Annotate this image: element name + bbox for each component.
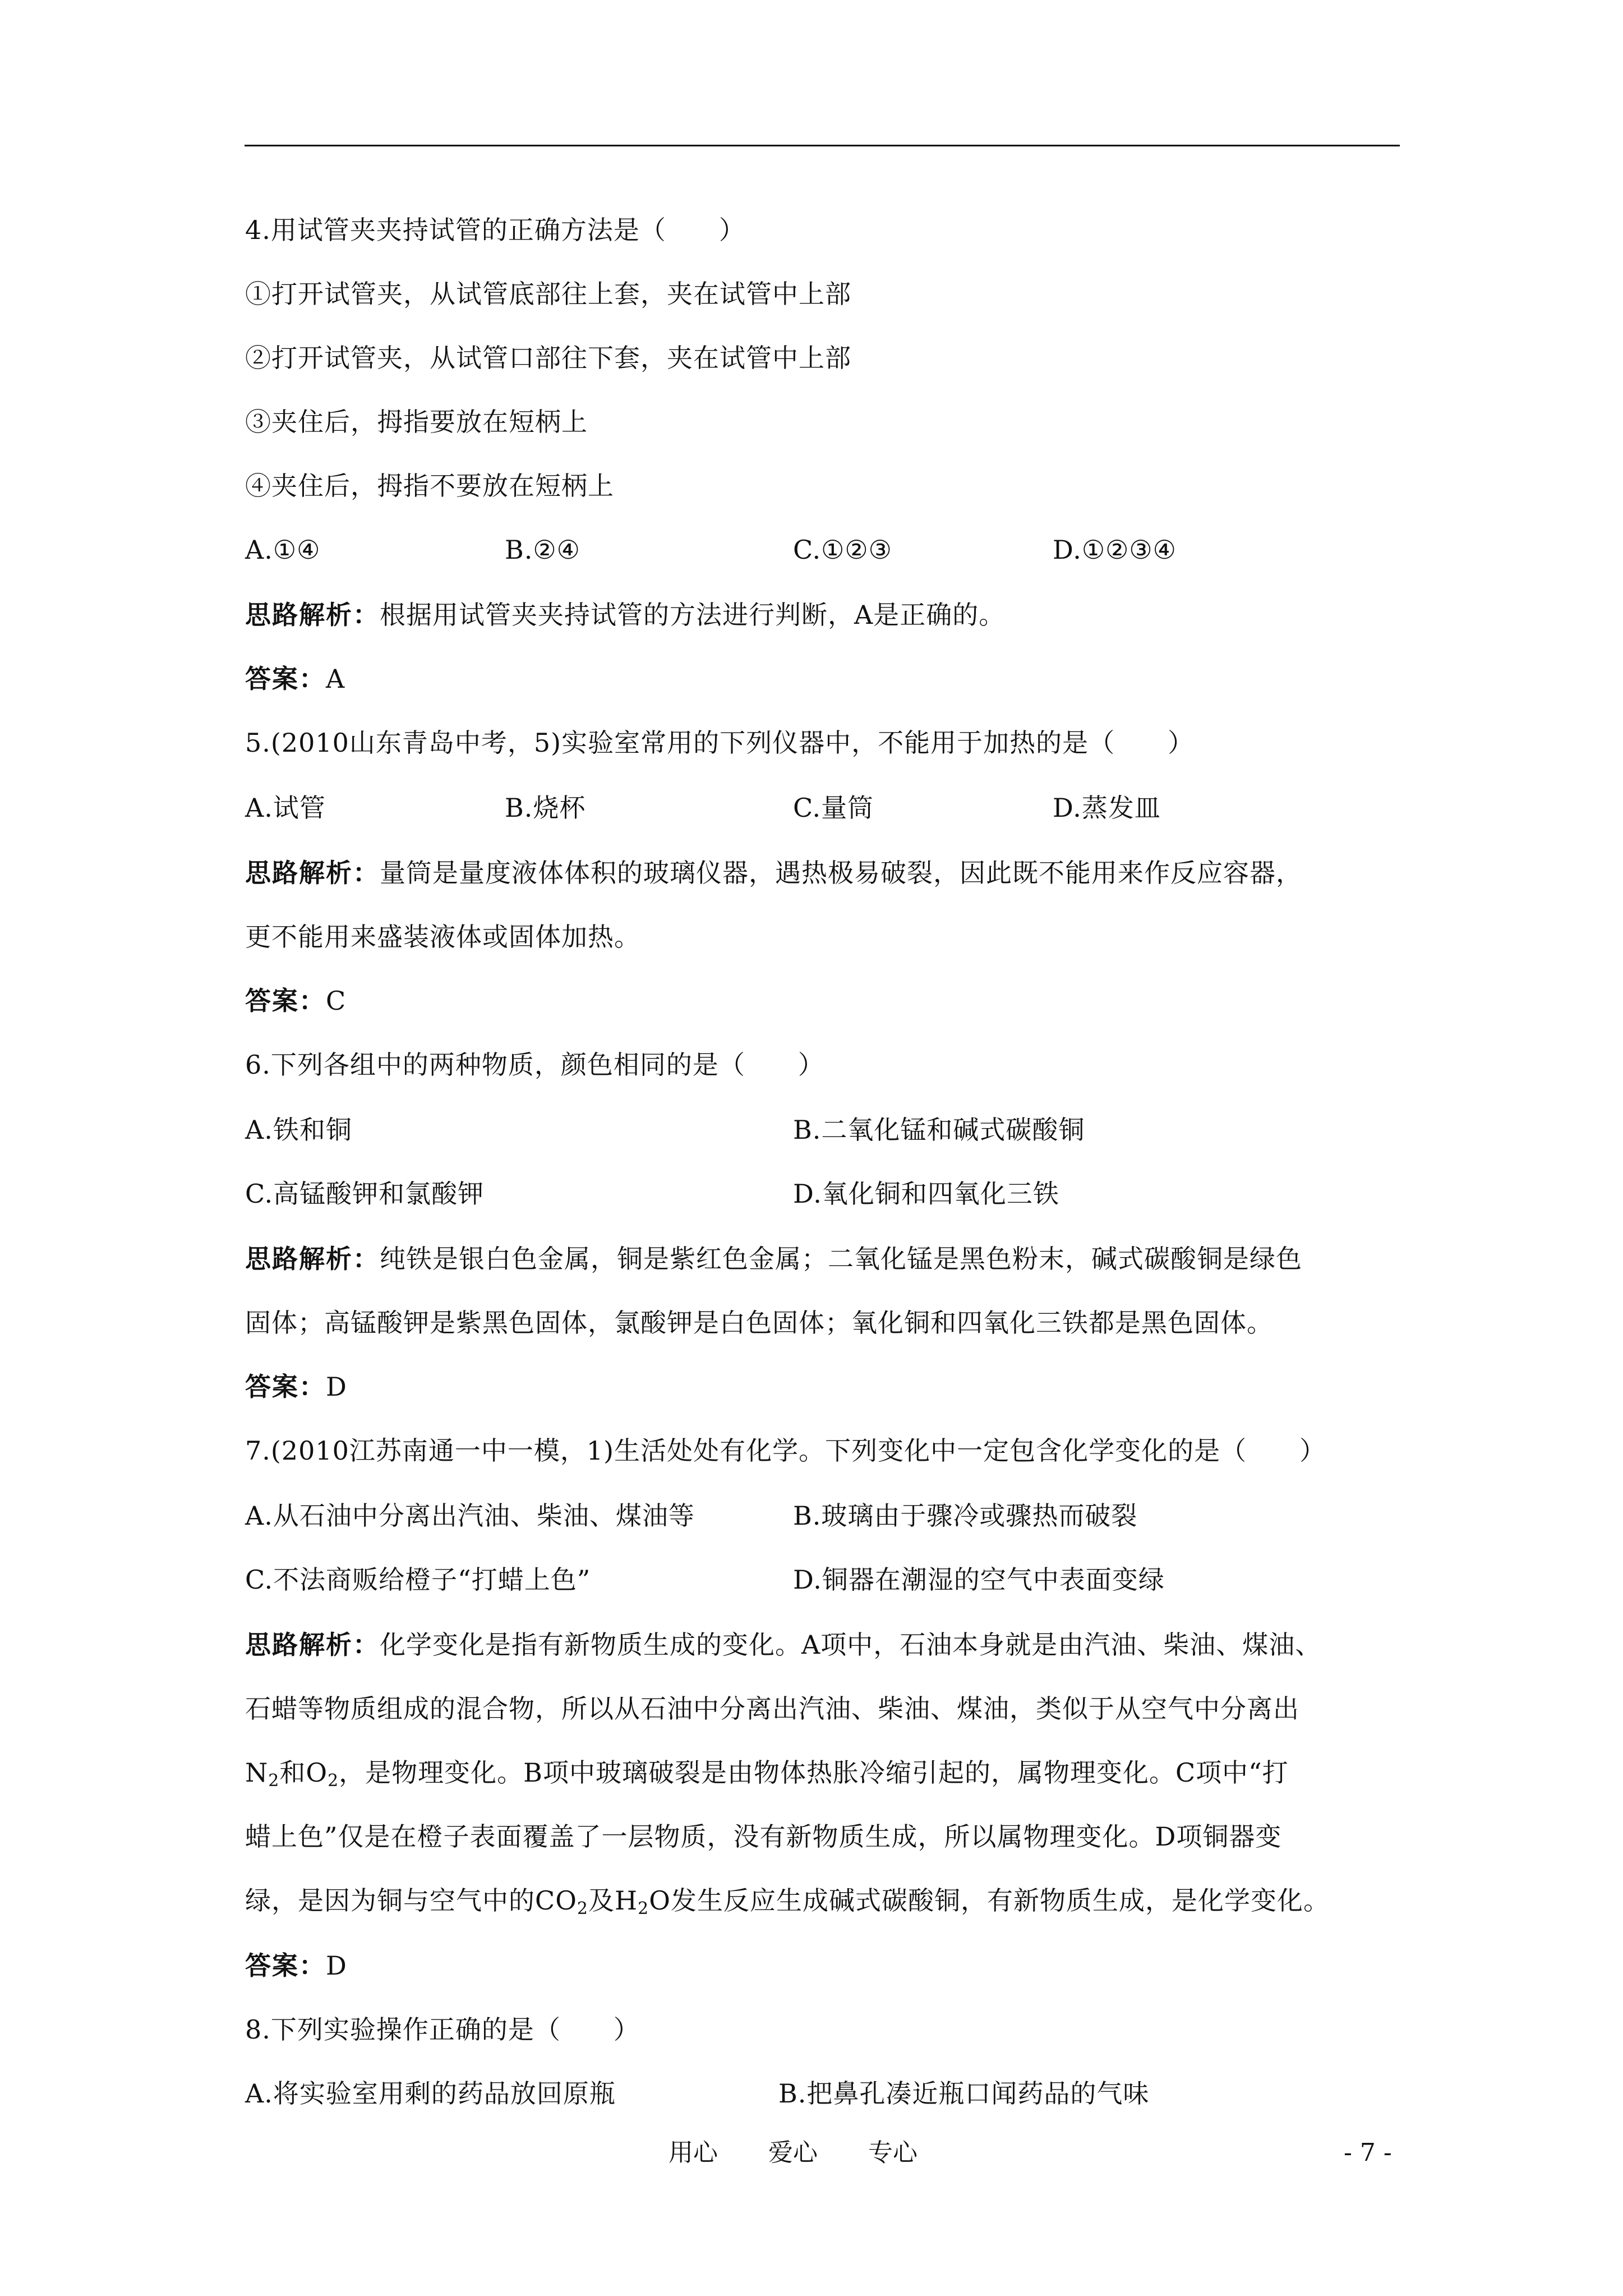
q7-stem: 7.(2010江苏南通一中一模，1)生活处处有化学。下列变化中一定包含化学变化的是（ ） [245,1435,1326,1466]
q5-answer-value: C [326,986,347,1016]
q7-option-d: D.铜器在潮湿的空气中表面变绿 [793,1565,1165,1595]
q4-option-b: B.②④ [505,535,580,565]
formula-n2: N [245,1757,269,1788]
formula-h2o-subscript: 2 [638,1899,649,1918]
q4-item-3: ③夹住后，拇指要放在短柄上 [245,407,588,437]
formula-n2-subscript: 2 [268,1771,280,1791]
footer-motto-2: 爱心 [768,2138,818,2167]
q6-answer-label: 答案： [245,1372,326,1402]
q4-item-4: ④夹住后，拇指不要放在短柄上 [245,471,614,501]
q7-analysis-label: 思路解析： [245,1630,380,1660]
q7-analysis-line-4: 蜡上色”仅是在橙子表面覆盖了一层物质，没有新物质生成，所以属物理变化。D项铜器变 [245,1821,1282,1852]
q7-analysis-line-1 [245,1628,1321,1662]
footer-motto-1: 用心 [668,2138,718,2167]
q5-option-c: C.量筒 [793,793,874,823]
q6-answer-value: D [326,1372,347,1402]
q6-analysis-text-1: 纯铁是银白色金属，铜是紫红色金属；二氧化锰是黑色粉末，碱式碳酸铜是绿色 [380,1244,1302,1274]
q6-option-c: C.高锰酸钾和氯酸钾 [245,1179,485,1209]
header-rule [245,145,1400,146]
q7-analysis-text-1: 化学变化是指有新物质生成的变化。A项中，石油本身就是由汽油、柴油、煤油、 [380,1630,1322,1660]
q6-option-a: A.铁和铜 [245,1115,352,1145]
q4-analysis-text: 根据用试管夹夹持试管的方法进行判断，A是正确的。 [380,600,1006,630]
q5-analysis-line-2: 更不能用来盛装液体或固体加热。 [245,922,640,952]
footer-motto-3: 专心 [868,2138,917,2167]
q6-analysis-label: 思路解析： [245,1244,380,1274]
q4-answer [245,662,345,696]
q5-analysis-line-1 [245,856,1302,890]
q5-answer-label: 答案： [245,986,326,1016]
q5-analysis-label: 思路解析： [245,858,380,888]
q4-option-a: A.①④ [245,535,321,565]
q7-answer-label: 答案： [245,1950,326,1981]
formula-o2-subscript: 2 [328,1771,339,1791]
q7-analysis-text-3: ，是物理变化。B项中玻璃破裂是由物体热胀冷缩引起的，属物理变化。C项中“打 [339,1757,1289,1788]
q6-stem: 6.下列各组中的两种物质，颜色相同的是（ ） [245,1050,824,1080]
q8-stem: 8.下列实验操作正确的是（ ） [245,2014,640,2045]
q7-option-a: A.从石油中分离出汽油、柴油、煤油等 [245,1501,695,1531]
q5-stem: 5.(2010山东青岛中考，5)实验室常用的下列仪器中，不能用于加热的是（ ） [245,728,1195,758]
q5-option-a: A.试管 [245,793,326,823]
q7-answer [245,1949,347,1982]
q6-option-d: D.氧化铜和四氧化三铁 [793,1179,1059,1209]
q7-option-b: B.玻璃由于骤冷或骤热而破裂 [793,1501,1138,1531]
q4-answer-value: A [326,664,345,694]
q5-analysis-text-1: 量筒是量度液体体积的玻璃仪器，遇热极易破裂，因此既不能用来作反应容器， [380,858,1302,888]
q8-option-b: B.把鼻孔凑近瓶口闻药品的气味 [778,2078,1150,2109]
q4-item-2: ②打开试管夹，从试管口部往下套，夹在试管中上部 [245,343,851,373]
q6-answer [245,1370,347,1404]
formula-co2: 绿，是因为铜与空气中的CO [245,1885,577,1916]
q8-option-a: A.将实验室用剩的药品放回原瓶 [245,2078,616,2109]
q6-option-b: B.二氧化锰和碱式碳酸铜 [793,1115,1085,1145]
q7-analysis-text-5: O发生反应生成碱式碳酸铜，有新物质生成，是化学变化。 [649,1885,1330,1916]
q4-stem: 4.用试管夹夹持试管的正确方法是（ ） [245,215,745,245]
q5-option-d: D.蒸发皿 [1053,793,1161,823]
q7-option-c: C.不法商贩给橙子“打蜡上色” [245,1565,591,1595]
formula-h2o: 及H [588,1885,638,1916]
formula-co2-subscript: 2 [577,1899,589,1918]
q7-analysis-line-5 [245,1884,1330,1917]
q7-answer-value: D [326,1950,347,1981]
q4-analysis [245,598,1005,632]
q5-option-b: B.烧杯 [505,793,586,823]
q4-answer-label: 答案： [245,664,326,694]
q7-analysis-line-3 [245,1756,1289,1789]
q7-analysis-line-2: 石蜡等物质组成的混合物，所以从石油中分离出汽油、柴油、煤油，类似于从空气中分离出 [245,1694,1299,1724]
q4-item-1: ①打开试管夹，从试管底部往上套，夹在试管中上部 [245,279,851,309]
q6-analysis-line-1 [245,1242,1302,1276]
q4-option-c: C.①②③ [793,535,892,565]
q5-answer [245,984,346,1018]
q6-analysis-line-2: 固体；高锰酸钾是紫黑色固体，氯酸钾是白色固体；氧化铜和四氧化三铁都是黑色固体。 [245,1308,1273,1338]
q4-analysis-label: 思路解析： [245,600,380,630]
q4-option-d: D.①②③④ [1053,535,1177,565]
page-number: - 7 - [1344,2138,1392,2167]
formula-o2: 和O [279,1757,328,1788]
